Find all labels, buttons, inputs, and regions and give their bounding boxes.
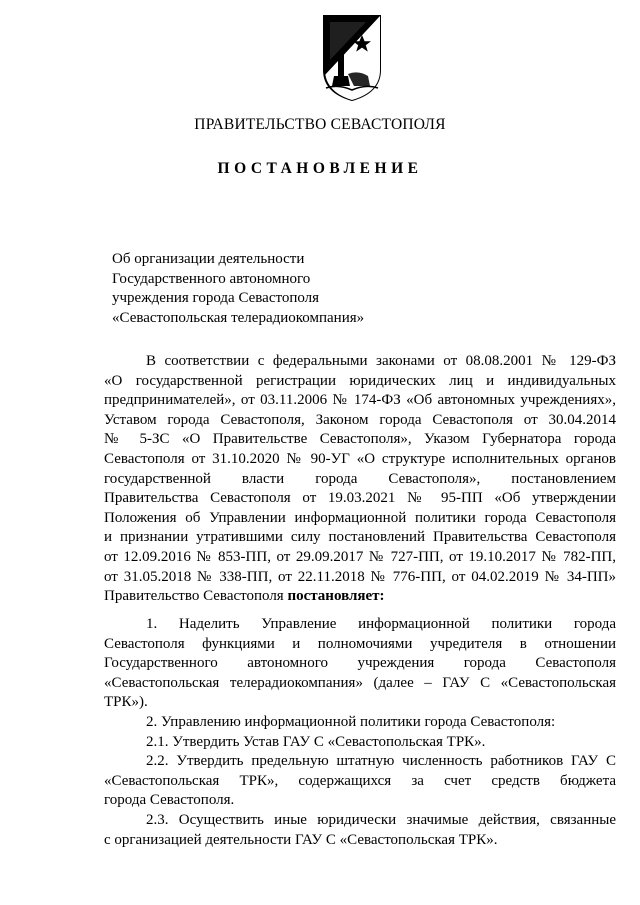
item-2-2 — [104, 752, 616, 811]
item-2-2-line: 2.2. Утвердить предельную штатную численность работников ГАУ С — [146, 753, 616, 770]
preamble-line: и признании утратившими силу постановлений Правительства Севастополя — [104, 529, 616, 546]
sevastopol-coat-of-arms — [318, 14, 386, 102]
government-title: ПРАВИТЕЛЬСТВО СЕВАСТОПОЛЯ — [194, 116, 446, 133]
preamble-line: государственной власти города Севастополя», постановлением — [104, 470, 616, 487]
item-2: 2. Управлению информационной политики города Севастополя: — [146, 713, 556, 730]
item-2-3-line: 2.3. Осуществить иные юридически значимые действия, связанные — [146, 811, 616, 828]
document-type-title: ПОСТАНОВЛЕНИЕ — [217, 160, 423, 177]
resolves-keyword: постановляет: — [287, 588, 385, 605]
preamble-line: Положения об Управлении информационной политики города Севастополя — [104, 509, 616, 526]
item-2-1: 2.1. Утвердить Устав ГАУ С «Севастопольская ТРК». — [146, 733, 486, 750]
preamble-line: от 12.09.2016 № 853-ПП, от 29.09.2017 № 727-ПП, от 19.10.2017 № 782-ПП, — [104, 548, 616, 565]
preamble-paragraph — [104, 352, 616, 607]
subject-line: учреждения города Севастополя — [112, 290, 320, 306]
preamble-line: Уставом города Севастополя, Законом города Севастополя от 30.04.2014 — [104, 411, 616, 428]
preamble-closing-line — [104, 587, 616, 607]
subject-line: Государственного автономного — [112, 270, 311, 287]
item-1-line: 1. Наделить Управление информационной политики города — [146, 616, 616, 632]
item-1-line: Севастополя функциями и полномочиями учредителя в отношении — [104, 635, 616, 652]
item-2-3-line: с организацией деятельности ГАУ С «Севастопольская ТРК». — [104, 831, 498, 848]
item-1-line: ТРК»). — [104, 694, 148, 711]
preamble-line: № 5-ЗС «О Правительстве Севастополя», Указом Губернатора города — [104, 431, 616, 448]
item-1 — [104, 615, 616, 713]
resolution-items — [104, 615, 616, 850]
item-1-line: «Севастопольская телерадиокомпания» (далее – ГАУ С «Севастопольская — [104, 674, 616, 691]
item-1-line: Государственного автономного учреждения города Севастополя — [104, 655, 616, 672]
preamble-line: «О государственной регистрации юридических лиц и индивидуальных — [104, 372, 616, 389]
subject-line: Об организации деятельности — [112, 251, 305, 267]
preamble-closing-text: Правительство Севастополя — [104, 588, 288, 605]
preamble-line: Правительства Севастополя от 19.03.2021 № 95-ПП «Об утверждении — [104, 490, 616, 507]
item-2-3 — [104, 811, 616, 850]
preamble-line: от 31.05.2018 № 338-ПП, от 22.11.2018 № 776-ПП, от 04.02.2019 № 34-ПП» — [104, 568, 616, 585]
preamble-line: Севастополя от 31.10.2020 № 90-УГ «О структуре исполнительных органов — [104, 450, 616, 467]
subject-line: «Севастопольская телерадиокомпания» — [112, 309, 365, 326]
item-2-2-line: города Севастополя. — [104, 792, 235, 809]
document-subject — [112, 250, 452, 328]
preamble-line: В соответствии с федеральными законами от 08.08.2001 № 129-ФЗ — [146, 353, 616, 369]
item-2-2-line: «Севастопольская ТРК», содержащихся за счет средств бюджета — [104, 772, 616, 789]
preamble-line: предпринимателей», от 03.11.2006 № 174-ФЗ «Об автономных учреждениях», — [104, 392, 616, 409]
